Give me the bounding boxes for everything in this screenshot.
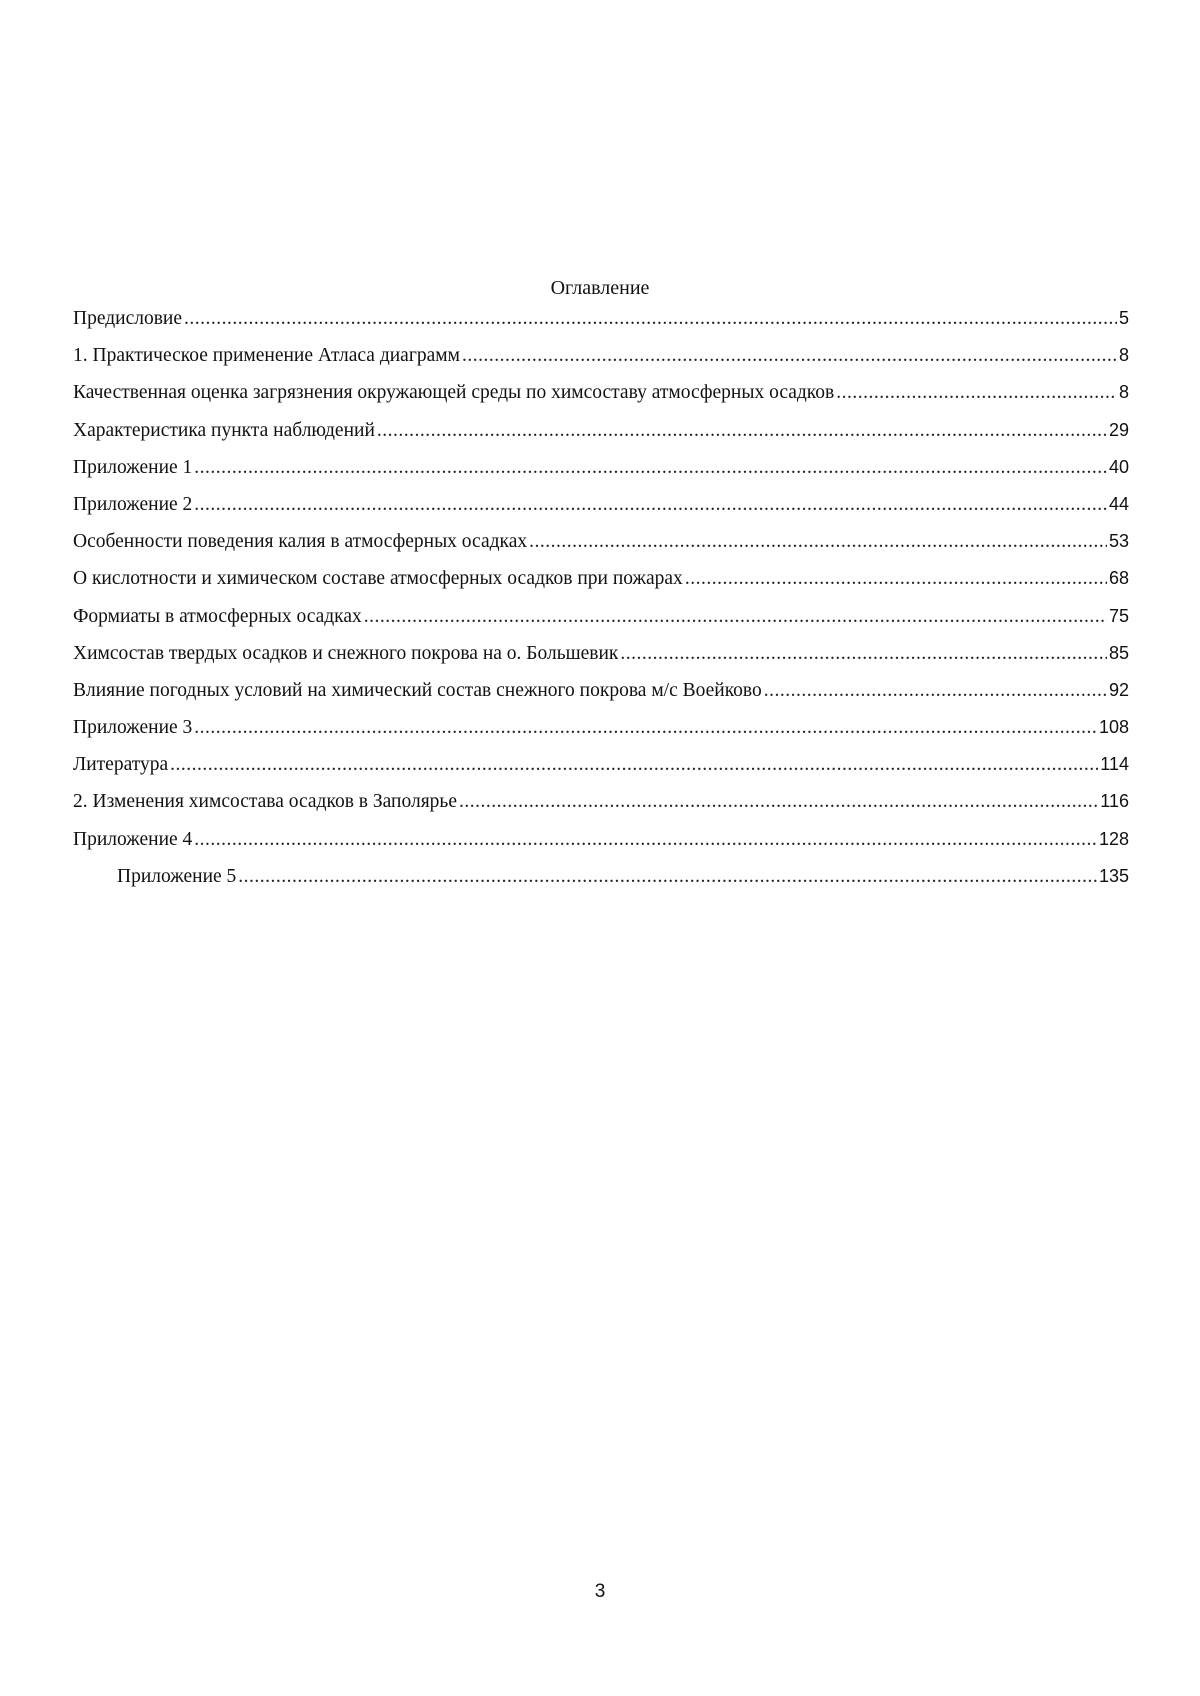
- toc-entry-appendix-3[interactable]: [73, 715, 1129, 752]
- toc-entry-label: 1. Практическое применение Атласа диаграмм: [73, 345, 460, 367]
- toc-entry-label: Приложение 2: [73, 493, 193, 515]
- toc-entry-page: 44: [1108, 493, 1129, 514]
- toc-title: Оглавление: [550, 277, 650, 299]
- toc-entry-label: Характеристика пункта наблюдений: [73, 419, 375, 441]
- toc-entry-label: Приложение 5: [117, 865, 237, 887]
- table-of-contents: [73, 306, 1129, 901]
- toc-entry-label: Литература: [73, 754, 169, 776]
- toc-entry-page: 5: [1118, 308, 1129, 328]
- toc-entry-page: 116: [1100, 791, 1129, 812]
- toc-entry-preface[interactable]: [73, 306, 1129, 343]
- toc-entry-appendix-2[interactable]: [73, 492, 1129, 529]
- toc-entry-page: 108: [1098, 717, 1129, 738]
- toc-entry-section-2[interactable]: [73, 789, 1129, 826]
- toc-entry-page: 29: [1108, 419, 1129, 440]
- toc-entry-quality-assessment[interactable]: [73, 380, 1129, 417]
- toc-entry-label: Приложение 4: [73, 828, 193, 850]
- toc-entry-label: Приложение 1: [73, 456, 193, 478]
- toc-entry-page: 53: [1108, 531, 1129, 552]
- toc-entry-weather-conditions[interactable]: [73, 678, 1129, 715]
- page-number: 3: [594, 1581, 606, 1602]
- toc-entry-label: Формиаты в атмосферных осадках: [73, 605, 362, 627]
- toc-entry-label: Химсостав твердых осадков и снежного покрова на о. Большевик: [73, 642, 619, 664]
- toc-entry-label: О кислотности и химическом составе атмосферных осадков при пожарах: [73, 568, 683, 590]
- toc-entry-label: Качественная оценка загрязнения окружающей среды по химсоставу атмосферных осадков: [73, 382, 835, 404]
- toc-entry-acidity-fires[interactable]: [73, 566, 1129, 603]
- toc-entry-label: 2. Изменения химсостава осадков в Заполярье: [73, 791, 457, 813]
- toc-entry-page: 92: [1108, 679, 1129, 700]
- toc-dot-leader: [377, 419, 1107, 443]
- toc-entry-label: Предисловие: [73, 308, 183, 329]
- toc-dot-leader: [685, 567, 1107, 591]
- toc-dot-leader: [184, 307, 1117, 331]
- toc-dot-leader: [462, 344, 1117, 368]
- toc-entry-page: 40: [1108, 456, 1129, 477]
- toc-entry-section-1[interactable]: [73, 343, 1129, 380]
- toc-dot-leader: [194, 716, 1097, 740]
- toc-entry-appendix-1[interactable]: [73, 455, 1129, 492]
- toc-dot-leader: [238, 865, 1097, 889]
- toc-entry-label: Приложение 3: [73, 717, 193, 739]
- toc-entry-label: Влияние погодных условий на химический состав снежного покрова м/с Воейково: [73, 679, 762, 701]
- toc-entry-page: 8: [1118, 382, 1129, 403]
- toc-dot-leader: [529, 530, 1107, 554]
- toc-entry-appendix-5[interactable]: [73, 864, 1129, 901]
- toc-entry-page: 75: [1108, 605, 1129, 626]
- toc-entry-page: 8: [1118, 345, 1129, 366]
- toc-dot-leader: [364, 605, 1107, 629]
- toc-entry-page: 135: [1098, 865, 1129, 886]
- toc-entry-page: 68: [1108, 568, 1129, 589]
- toc-dot-leader: [170, 753, 1098, 777]
- toc-dot-leader: [459, 790, 1098, 814]
- toc-dot-leader: [764, 679, 1107, 703]
- toc-entry-potassium[interactable]: [73, 529, 1129, 566]
- toc-dot-leader: [620, 642, 1107, 666]
- toc-entry-page: 114: [1100, 754, 1129, 775]
- toc-entry-formates[interactable]: [73, 604, 1129, 641]
- toc-entry-appendix-4[interactable]: [73, 827, 1129, 864]
- toc-entry-literature[interactable]: [73, 752, 1129, 789]
- toc-dot-leader: [194, 456, 1107, 480]
- toc-entry-observation-point[interactable]: [73, 418, 1129, 455]
- toc-entry-bolshevik[interactable]: [73, 641, 1129, 678]
- toc-dot-leader: [194, 493, 1107, 517]
- toc-entry-page: 128: [1098, 828, 1129, 849]
- toc-dot-leader: [836, 381, 1117, 405]
- toc-entry-page: 85: [1108, 642, 1129, 663]
- toc-dot-leader: [194, 828, 1097, 852]
- toc-entry-label: Особенности поведения калия в атмосферных осадках: [73, 531, 528, 553]
